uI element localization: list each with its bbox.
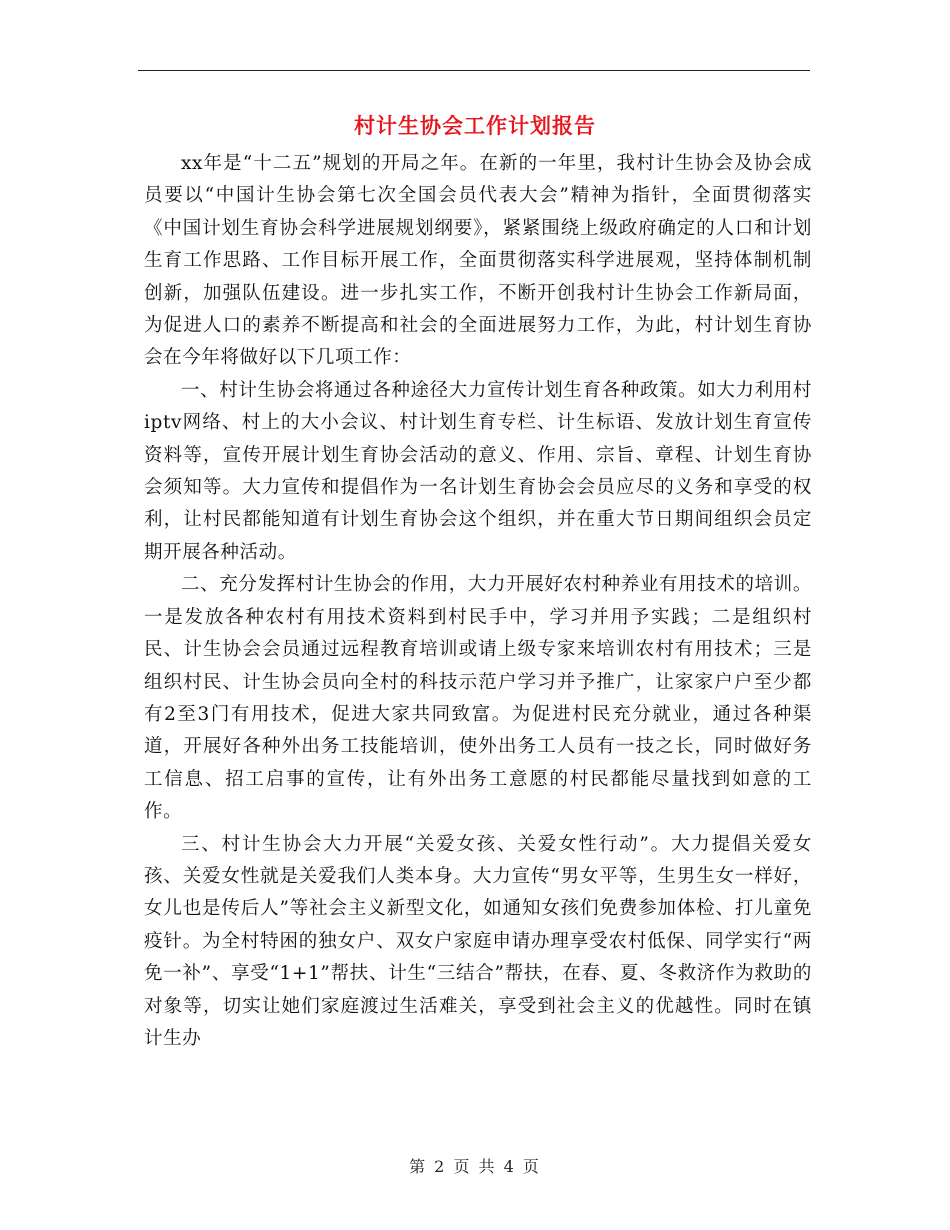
paragraph-item-1: 一、村计生协会将通过各种途径大力宣传计划生育各种政策。如大力利用村iptv网络、村上的大小会议、村计划生育专栏、计生标语、发放计划生育宣传资料等，宣传开展计划生育协会活动的意义、作用、宗旨、章程、计划生育协会须知等。大力宣传和提倡作为一名计划生育协会会员应尽的义务和享受的权利，让村民都能知道有计划生育协会这个组织，并在重大节日期间组织会员定期开展各种活动。 — [144, 379, 812, 563]
document-body — [144, 148, 812, 1055]
header-rule — [138, 70, 810, 71]
document-title: 村计生协会工作计划报告 — [354, 113, 596, 138]
paragraph-item-3: 三、村计生协会大力开展“关爱女孩、关爱女性行动”。大力提倡关爱女孩、关爱女性就是关爱我们人类本身。大力宣传“男女平等，生男生女一样好，女儿也是传后人”等社会主义新型文化，如通知女孩们免费参加体检、打儿童免疫针。为全村特困的独女户、双女户家庭申请办理享受农村低保、同学实行“两免一补”、享受“1+1”帮扶、计生“三结合”帮扶，在春、夏、冬救济作为救助的对象等，切实让她们家庭渡过生活难关，享受到社会主义的优越性。同时在镇计生办 — [144, 833, 812, 1049]
paragraph-intro: xx年是“十二五”规划的开局之年。在新的一年里，我村计生协会及协会成员要以“中国计生协会第七次全国会员代表大会”精神为指针，全面贯彻落实《中国计划生育协会科学进展规划纲要》，紧紧围绕上级政府确定的人口和计划生育工作思路、工作目标开展工作，全面贯彻落实科学进展观，坚持体制机制创新，加强队伍建设。进一步扎实工作，不断开创我村计生协会工作新局面，为促进人口的素养不断提高和社会的全面进展努力工作，为此，村计划生育协会在今年将做好以下几项工作： — [144, 153, 812, 369]
paragraph-item-2: 二、充分发挥村计生协会的作用，大力开展好农村种养业有用技术的培训。一是发放各种农村有用技术资料到村民手中，学习并用予实践；二是组织村民、计生协会会员通过远程教育培训或请上级专家来培训农村有用技术；三是组织村民、计生协会员向全村的科技示范户学习并予推广，让家家户户至少都有2至3门有用技术，促进大家共同致富。为促进村民充分就业，通过各种渠道，开展好各种外出务工技能培训，使外出务工人员有一技之长，同时做好务工信息、招工启事的宣传，让有外出务工意愿的村民都能尽量找到如意的工作。 — [144, 574, 812, 823]
page-number-footer: 第 2 页 共 4 页 — [409, 1157, 541, 1176]
